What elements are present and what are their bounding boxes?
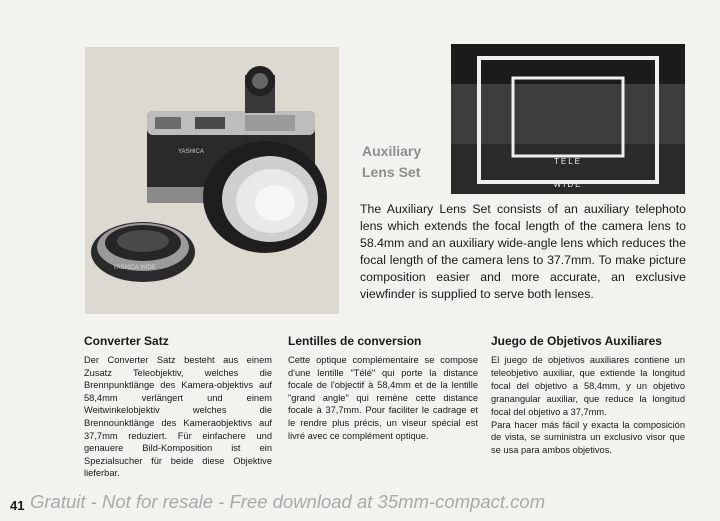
english-body: The Auxiliary Lens Set consists of an auxiliary telephoto lens which extends the focal length of the camera lens to 58.4mm and an auxiliary wide-angle lens which reduces the focal length of the camera lens to 37.7mm. To make picture composition easier and more accurate, an exclusive viewfinder is supplied to serve both lenses.	[360, 202, 686, 301]
spanish-heading: Juego de Objetivos Auxiliares	[491, 334, 662, 348]
spanish-section	[491, 334, 685, 457]
german-heading: Converter Satz	[84, 334, 169, 348]
german-section	[84, 334, 272, 480]
tele-lens	[203, 141, 327, 253]
camera-brand: YASHICA	[178, 149, 204, 155]
french-body: Cette optique complémentaire se compose d'une lentille "Télé" qui porte la distance focale de l'objectif à 58,4mm et de la lentille "grand angle" qui remène cette distance focale à 37,7mm. Pour faciliter le cadrage et le rendre plus précis, un viseur spécial est livré avec ce complément optique.	[288, 355, 478, 441]
english-heading-line2: Lens Set	[362, 164, 421, 180]
page-number: 41	[10, 498, 25, 513]
wide-lens-ring-text: YASHICA WIDE	[113, 265, 156, 271]
french-section	[288, 334, 478, 442]
english-heading-line1: Auxiliary	[362, 143, 422, 159]
spanish-body-paragraph-2: Para hacer más fácil y exacta la composición de vista, se suministra un exclusivo visor que se usa para ambos objetivos.	[491, 419, 685, 456]
french-heading: Lentilles de conversion	[288, 334, 422, 348]
camera-photo	[85, 47, 339, 314]
watermark: Gratuit - Not for resale - Free download at 35mm-compact.com	[30, 491, 546, 512]
wide-label: WIDE	[553, 180, 583, 189]
viewfinder-accessory	[245, 66, 275, 113]
tele-label: TELE	[553, 157, 583, 166]
spanish-body-paragraph-1: El juego de objetivos auxiliares contiene un teleobjetivo auxiliar, que extiende la longitud focal del objetivo a 58,4mm, y un objetivo granangular auxiliar, que reduce la longitud focal del objetivo a 37,7mm.	[491, 355, 685, 417]
wide-lens	[91, 222, 195, 282]
viewfinder-view-photo	[451, 44, 685, 194]
german-body: Der Converter Satz besteht aus einem Zusatz Teleobjektiv, welches die Brennpunktlänge des Kamera-objektivs auf 58,4mm verlängert und einem Weitwinkelobjektiv welches die Brennounktlänge des Kameraobjektivs auf 37,7mm reduziert. Für einfachere und genauere Bild-Komposition ist ein Spezialsucher für beide diese Objektive lieferbar.	[84, 355, 272, 479]
english-heading	[362, 141, 442, 183]
